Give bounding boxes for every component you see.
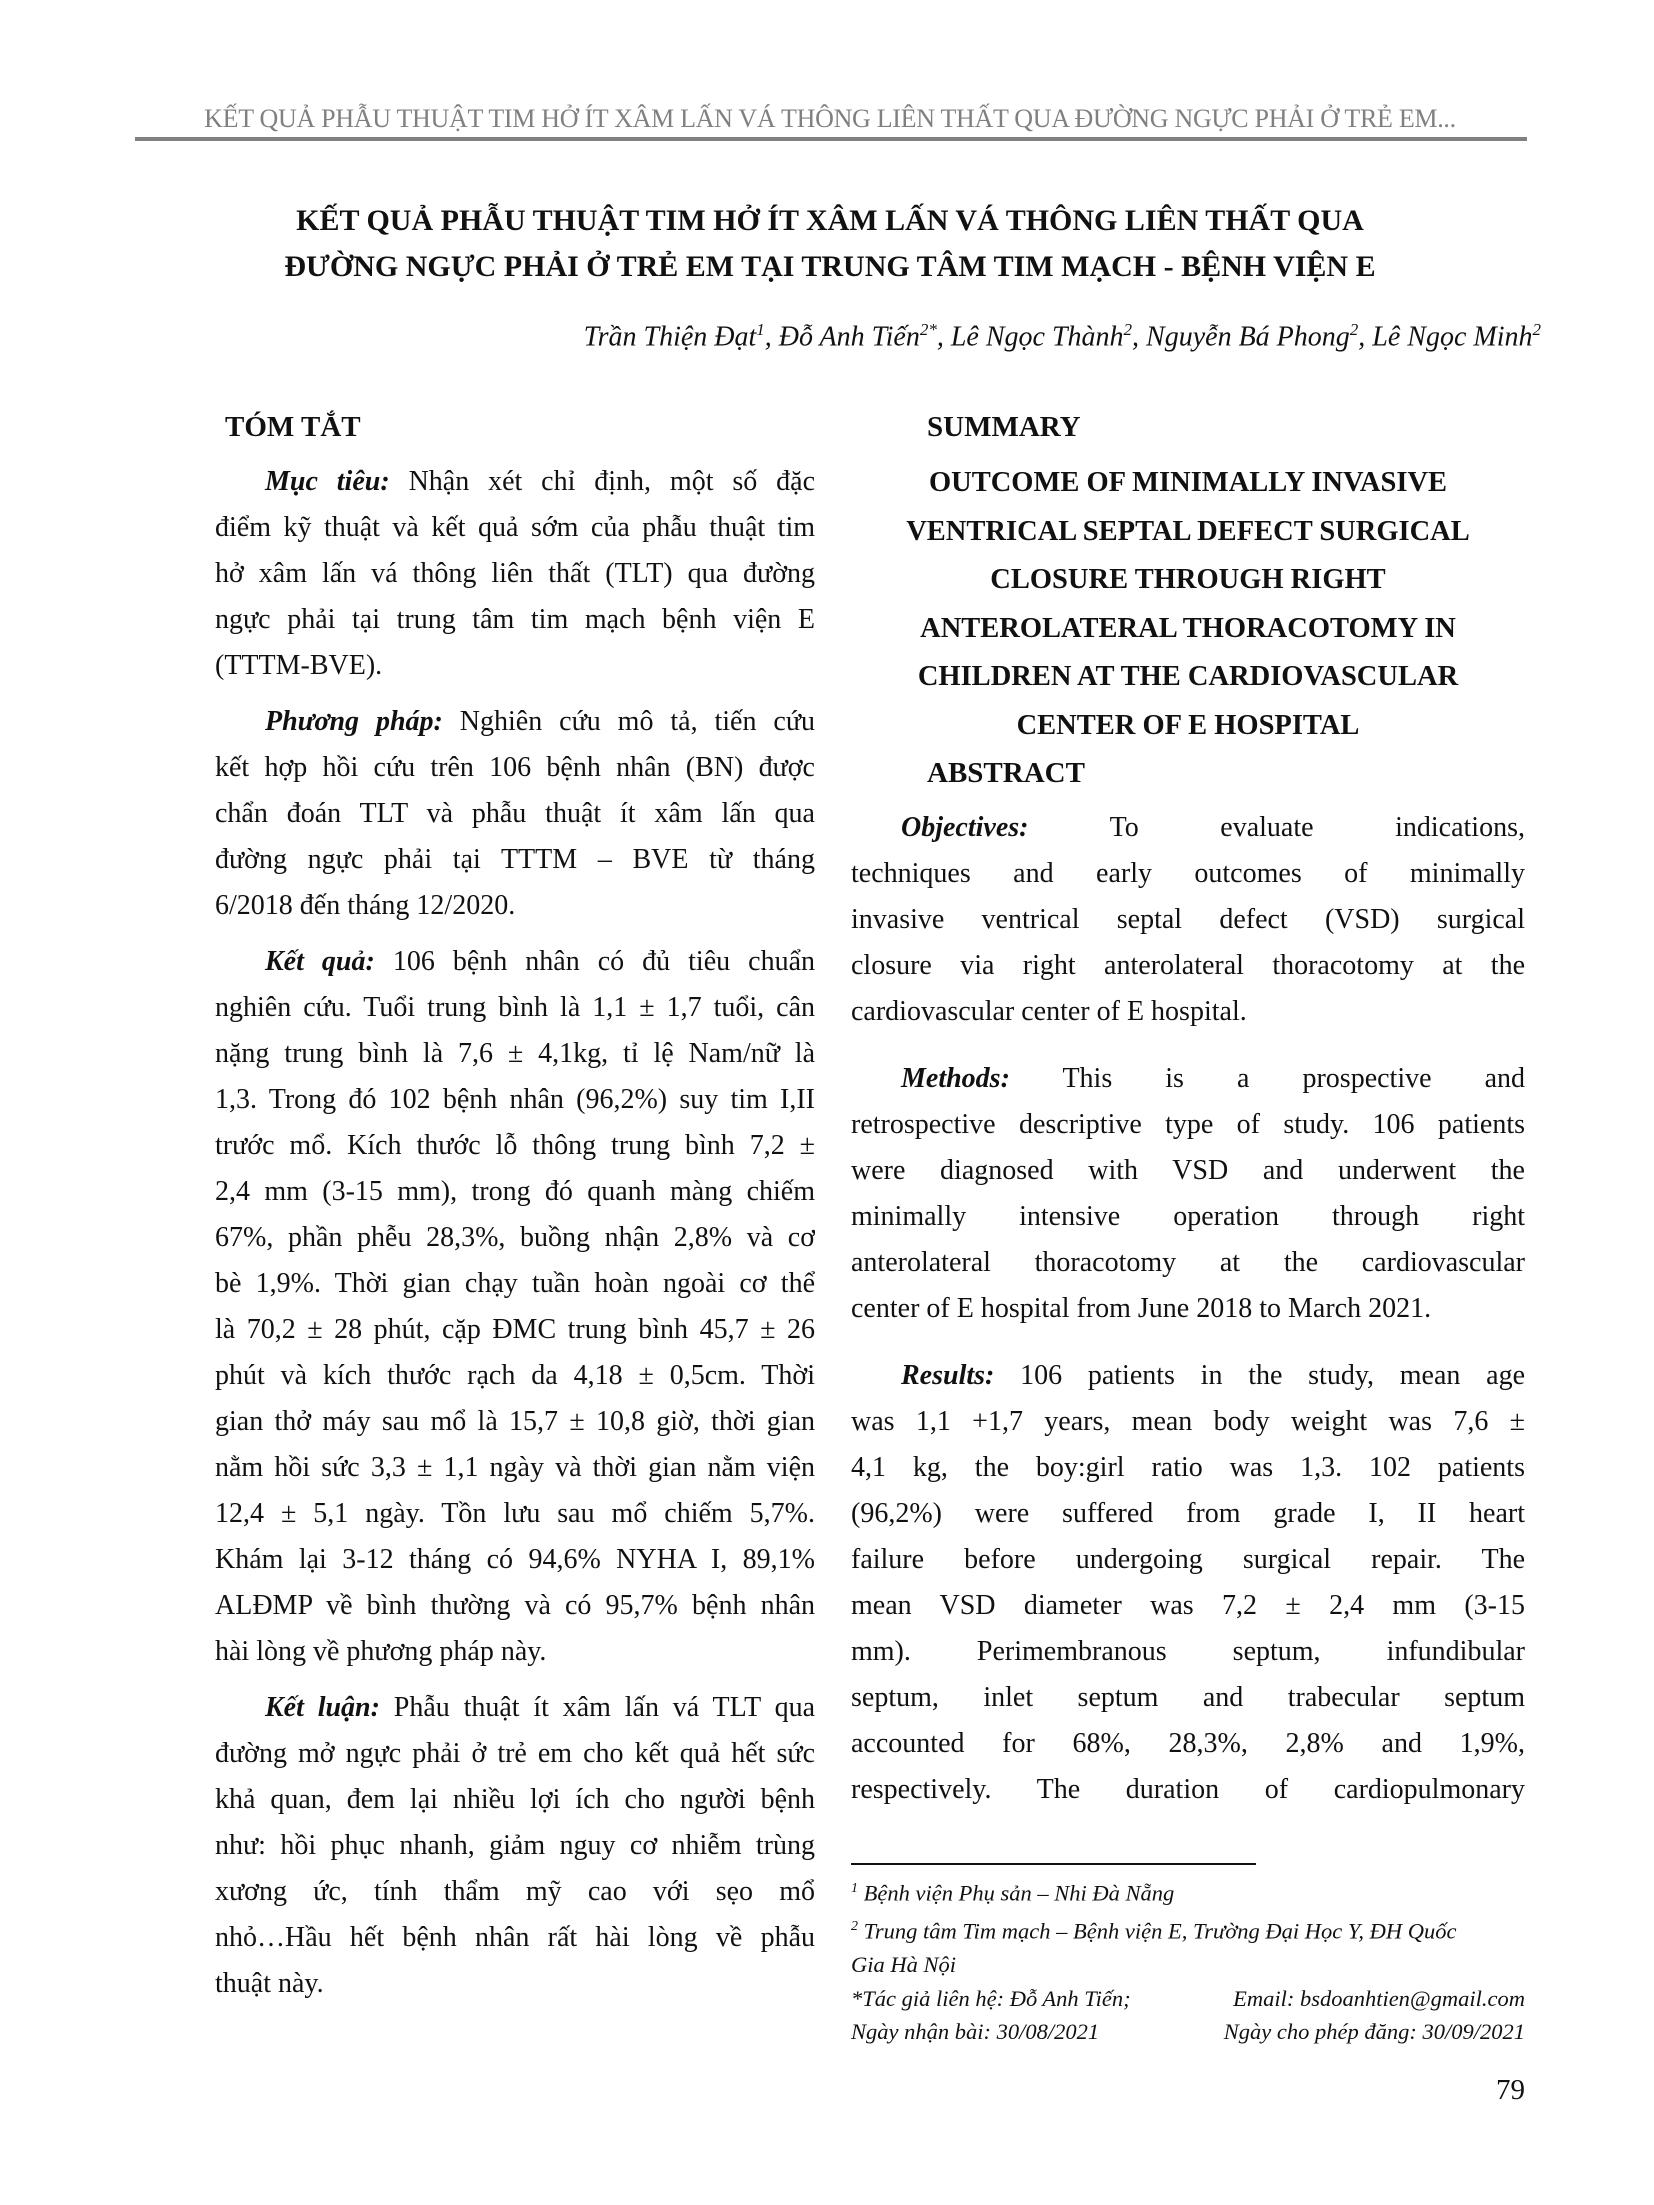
line-text: nghiên cứu. Tuổi trung bình là 1,1 ± 1,7 tuổi, cân xyxy=(215,992,815,1023)
text-line xyxy=(215,597,815,643)
line-text: Nghiên cứu mô tả, tiến cứu xyxy=(459,706,815,737)
text-line xyxy=(851,805,1525,851)
line-text: trước mổ. Kích thước lỗ thông trung bình 7,2 ± xyxy=(215,1130,815,1161)
affiliation-text: Trung tâm Tim mạch – Bệnh viện E, Trường Đại Học Y, ĐH Quốc xyxy=(863,1918,1457,1944)
text-line xyxy=(215,1583,815,1629)
abstract-paragraph xyxy=(215,939,815,1675)
line-text: 4,1 kg, the boy:girl ratio was 1,3. 102 patients xyxy=(851,1452,1525,1483)
english-title-line: CHILDREN AT THE CARDIOVASCULAR xyxy=(917,661,1459,692)
text-line xyxy=(215,1629,815,1675)
paragraph-label: Phương pháp: xyxy=(265,706,443,737)
text-line xyxy=(851,989,1525,1035)
author-affiliation-marker: 1 xyxy=(756,320,765,339)
author-affiliation-marker: 2 xyxy=(1349,320,1359,339)
accepted-date: Ngày cho phép đăng: 30/09/2021 xyxy=(1223,2019,1525,2044)
line-text: là 70,2 ± 28 phút, cặp ĐMC trung bình 45,7 ± 26 xyxy=(215,1314,815,1345)
author-separator: , xyxy=(1358,321,1373,353)
line-text: ngực phải tại trung tâm tim mạch bệnh viện E xyxy=(215,604,815,635)
title-line: KẾT QUẢ PHẪU THUẬT TIM HỞ ÍT XÂM LẤN VÁ THÔNG LIÊN THẤT QUA xyxy=(296,204,1364,237)
line-text: (96,2%) were suffered from grade I, II heart xyxy=(851,1498,1525,1529)
text-line xyxy=(851,1056,1525,1102)
footnote-marker: 1 xyxy=(851,1881,858,1896)
text-line xyxy=(215,791,815,837)
text-line xyxy=(215,837,815,883)
line-text: Phẫu thuật ít xâm lấn vá TLT qua xyxy=(393,1692,815,1723)
abstract-paragraph xyxy=(851,1056,1525,1332)
line-text: respectively. The duration of cardiopulmonary xyxy=(851,1774,1525,1805)
line-text: nặng trung bình là 7,6 ± 4,1kg, tỉ lệ Nam/nữ là xyxy=(215,1038,815,1069)
dates-row xyxy=(851,2015,1525,2049)
author-separator: , xyxy=(1132,321,1147,353)
text-line xyxy=(851,897,1525,943)
footnotes xyxy=(851,1872,1525,2049)
line-text: hài lòng về phương pháp này. xyxy=(215,1636,547,1667)
text-line xyxy=(851,1491,1525,1537)
english-title-line: VENTRICAL SEPTAL DEFECT SURGICAL xyxy=(906,515,1470,547)
contact-row xyxy=(851,1982,1525,2016)
author-affiliation-marker: 2 xyxy=(1532,320,1541,339)
paragraph-label: Kết quả: xyxy=(265,946,375,977)
affiliation-text: Bệnh viện Phụ sản – Nhi Đà Nẵng xyxy=(863,1880,1175,1906)
line-text: cardiovascular center of E hospital. xyxy=(851,996,1247,1027)
text-line xyxy=(215,1031,815,1077)
text-line xyxy=(215,1353,815,1399)
text-line xyxy=(851,1286,1525,1332)
text-line xyxy=(851,1240,1525,1286)
abstract-paragraph xyxy=(215,459,815,689)
line-text: chẩn đoán TLT và phẫu thuật ít xâm lấn qua xyxy=(215,798,815,829)
line-text: Nhận xét chỉ định, một số đặc xyxy=(408,466,815,497)
text-line xyxy=(851,1583,1525,1629)
text-line xyxy=(215,1491,815,1537)
line-text: xương ức, tính thẩm mỹ cao với sẹo mổ xyxy=(215,1876,815,1907)
english-abstract-column xyxy=(851,404,1525,1834)
abstract-paragraph xyxy=(851,805,1525,1035)
text-line xyxy=(851,1194,1525,1240)
author-list xyxy=(584,320,1541,353)
author-name: Lê Ngọc Minh xyxy=(1372,321,1533,353)
author-separator: , xyxy=(764,321,779,353)
line-text: điểm kỹ thuật và kết quả sớm của phẫu thuật tim xyxy=(215,512,815,543)
text-line xyxy=(215,985,815,1031)
author-name: Trần Thiện Đạt xyxy=(583,321,757,353)
text-line xyxy=(215,1215,815,1261)
english-title-line: OUTCOME OF MINIMALLY INVASIVE xyxy=(928,467,1448,498)
line-text: 2,4 mm (3-15 mm), trong đó quanh màng chiếm xyxy=(215,1176,815,1207)
section-heading: TÓM TẮT xyxy=(225,411,361,443)
line-text: Khám lại 3-12 tháng có 94,6% NYHA I, 89,1% xyxy=(215,1544,815,1575)
text-line xyxy=(215,1307,815,1353)
line-text: invasive ventrical septal defect (VSD) surgical xyxy=(851,904,1525,935)
line-text: gian thở máy sau mổ là 15,7 ± 10,8 giờ, thời gian xyxy=(215,1406,815,1437)
line-text: was 1,1 +1,7 years, mean body weight was 7,6 ± xyxy=(851,1406,1525,1437)
line-text: mean VSD diameter was 7,2 ± 2,4 mm (3-15 xyxy=(851,1590,1525,1621)
text-line xyxy=(215,1537,815,1583)
text-line xyxy=(215,1445,815,1491)
line-text: bè 1,9%. Thời gian chạy tuần hoàn ngoài cơ thể xyxy=(215,1268,815,1299)
abstract-paragraph xyxy=(215,1685,815,2007)
text-line xyxy=(851,1537,1525,1583)
abstract-heading: ABSTRACT xyxy=(927,757,1085,789)
received-date: Ngày nhận bài: 30/08/2021 xyxy=(851,2019,1100,2044)
paragraph-label: Mục tiêu: xyxy=(265,466,390,497)
text-line xyxy=(215,1169,815,1215)
text-line xyxy=(215,699,815,745)
line-text: thuật này. xyxy=(215,1968,324,1999)
line-text: were diagnosed with VSD and underwent the xyxy=(851,1155,1525,1186)
line-text: 106 patients in the study, mean age xyxy=(1020,1360,1525,1391)
text-line xyxy=(851,1445,1525,1491)
text-line xyxy=(215,883,815,929)
paragraph-label: Objectives: xyxy=(901,812,1029,843)
text-line xyxy=(215,1869,815,1915)
line-text: nhỏ…Hầu hết bệnh nhân rất hài lòng về phẫu xyxy=(215,1922,815,1953)
text-line xyxy=(215,1777,815,1823)
text-line xyxy=(215,1915,815,1961)
line-text: ALĐMP về bình thường và có 95,7% bệnh nhân xyxy=(215,1590,815,1621)
author-name: Đỗ Anh Tiến xyxy=(778,321,920,353)
corresponding-author: *Tác giả liên hệ: Đỗ Anh Tiến; xyxy=(851,1985,1131,2011)
abstract-paragraph xyxy=(851,1353,1525,1813)
text-line xyxy=(215,1685,815,1731)
author-name: Nguyễn Bá Phong xyxy=(1146,321,1350,353)
text-line xyxy=(215,1823,815,1869)
line-text: mm). Perimembranous septum, infundibular xyxy=(851,1636,1525,1667)
line-text: khả quan, đem lại nhiều lợi ích cho người bệnh xyxy=(215,1784,815,1815)
text-line xyxy=(215,1961,815,2007)
english-title-line: ANTEROLATERAL THORACOTOMY IN xyxy=(920,612,1456,644)
english-title-line: CLOSURE THROUGH RIGHT xyxy=(990,564,1386,595)
text-line xyxy=(851,1767,1525,1813)
line-text: 106 bệnh nhân có đủ tiêu chuẩn xyxy=(392,946,815,977)
english-title-line: CENTER OF E HOSPITAL xyxy=(1016,709,1360,741)
text-line xyxy=(851,1399,1525,1445)
text-line xyxy=(851,943,1525,989)
line-text: This is a prospective and xyxy=(1062,1063,1525,1094)
affiliation-2-cont: Gia Hà Nội xyxy=(851,1952,957,1977)
text-line xyxy=(215,643,815,689)
affiliation-2 xyxy=(851,1910,1525,1948)
title-line: ĐƯỜNG NGỰC PHẢI Ở TRẺ EM TẠI TRUNG TÂM TIM MẠCH - BỆNH VIỆN E xyxy=(284,250,1376,283)
text-line xyxy=(215,1731,815,1777)
line-text: 67%, phần phễu 28,3%, buồng nhận 2,8% và cơ xyxy=(215,1222,815,1253)
author-name: Lê Ngọc Thành xyxy=(950,321,1124,353)
line-text: techniques and early outcomes of minimally xyxy=(851,858,1525,889)
line-text: To evaluate indications, xyxy=(1109,812,1525,843)
affiliation-1 xyxy=(851,1872,1525,1910)
text-line xyxy=(851,1148,1525,1194)
line-text: (TTTM-BVE). xyxy=(215,650,383,681)
text-line xyxy=(851,851,1525,897)
line-text: như: hồi phục nhanh, giảm nguy cơ nhiễm trùng xyxy=(215,1830,815,1861)
page-number: 79 xyxy=(1496,2074,1525,2106)
author-separator: , xyxy=(936,321,951,353)
text-line xyxy=(851,1102,1525,1148)
footnote-marker: 2 xyxy=(851,1919,858,1934)
line-text: nằm hồi sức 3,3 ± 1,1 ngày và thời gian nằm viện xyxy=(215,1452,815,1483)
line-text: 12,4 ± 5,1 ngày. Tồn lưu sau mổ chiếm 5,7%. xyxy=(215,1498,815,1529)
text-line xyxy=(215,1261,815,1307)
line-text: minimally intensive operation through right xyxy=(851,1201,1525,1232)
text-line xyxy=(851,1721,1525,1767)
section-heading: SUMMARY xyxy=(927,411,1081,443)
line-text: phút và kích thước rạch da 4,18 ± 0,5cm. Thời xyxy=(215,1360,815,1391)
line-text: septum, inlet septum and trabecular septum xyxy=(851,1682,1525,1713)
line-text: anterolateral thoracotomy at the cardiovascular xyxy=(851,1247,1525,1278)
line-text: accounted for 68%, 28,3%, 2,8% and 1,9%, xyxy=(851,1728,1525,1759)
text-line xyxy=(215,745,815,791)
running-head: KẾT QUẢ PHẪU THUẬT TIM HỞ ÍT XÂM LẤN VÁ THÔNG LIÊN THẤT QUA ĐƯỜNG NGỰC PHẢI Ở TRẺ EM... xyxy=(204,104,1456,133)
line-text: hở xâm lấn vá thông liên thất (TLT) qua đường xyxy=(215,558,815,589)
line-text: kết hợp hồi cứu trên 106 bệnh nhân (BN) được xyxy=(215,752,815,783)
text-line xyxy=(215,551,815,597)
text-line xyxy=(215,505,815,551)
author-email: Email: bsdoanhtien@gmail.com xyxy=(1233,1985,1525,2011)
text-line xyxy=(215,1077,815,1123)
vietnamese-abstract-column xyxy=(215,404,815,2017)
footnote-rule xyxy=(851,1863,1256,1865)
line-text: closure via right anterolateral thoracotomy at the xyxy=(851,950,1525,981)
line-text: failure before undergoing surgical repair. The xyxy=(851,1544,1525,1575)
author-affiliation-marker: 2* xyxy=(919,320,937,339)
line-text: đường mở ngực phải ở trẻ em cho kết quả hết sức xyxy=(215,1738,815,1769)
text-line xyxy=(215,1123,815,1169)
abstract-paragraph xyxy=(215,699,815,929)
header-rule xyxy=(135,137,1527,141)
paragraph-label: Methods: xyxy=(901,1063,1010,1094)
english-title xyxy=(851,459,1525,750)
text-line xyxy=(851,1675,1525,1721)
text-line xyxy=(851,1629,1525,1675)
paragraph-label: Kết luận: xyxy=(265,1692,380,1723)
line-text: 6/2018 đến tháng 12/2020. xyxy=(215,890,516,921)
text-line xyxy=(851,1353,1525,1399)
text-line xyxy=(215,1399,815,1445)
text-line xyxy=(215,459,815,505)
line-text: 1,3. Trong đó 102 bệnh nhân (96,2%) suy tim I,II xyxy=(215,1084,815,1115)
line-text: đường ngực phải tại TTTM – BVE từ tháng xyxy=(215,844,815,875)
author-affiliation-marker: 2 xyxy=(1123,320,1133,339)
paragraph-label: Results: xyxy=(901,1360,995,1391)
text-line xyxy=(215,939,815,985)
line-text: retrospective descriptive type of study. 106 patients xyxy=(851,1109,1525,1140)
article-title xyxy=(135,198,1525,290)
line-text: center of E hospital from June 2018 to March 2021. xyxy=(851,1293,1432,1324)
